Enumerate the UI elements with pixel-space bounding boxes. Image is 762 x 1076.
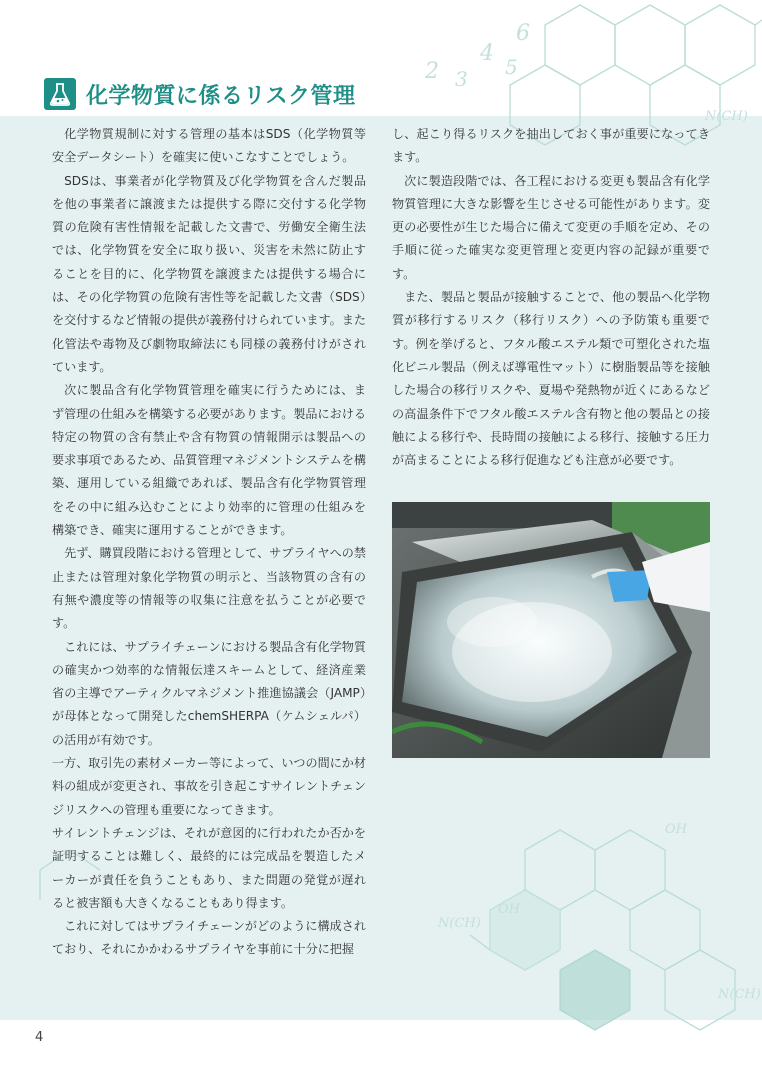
svg-text:6: 6 [516,21,530,46]
paragraph: 先ず、購買段階における管理として、サプライヤへの禁止または管理対象化学物質の明示と、当該物質の含有の有無や濃度等の情報等の収集に注意を払うことが必要です。 [52,546,366,631]
paragraph: 化学物質規制に対する管理の基本はSDS（化学物質等安全データシート）を確実に使いこなすことでしょう。 [52,127,366,165]
left-text-column [52,123,366,962]
svg-text:N(CH): N(CH) [438,916,481,931]
page-number: 4 [35,1030,44,1045]
paragraph: 一方、取引先の素材メーカー等によって、いつの間にか材料の組成が変更され、事故を引き起こすサイレントチェンジリスクへの管理も重要になってきます。 [52,756,366,817]
section-header [44,76,356,112]
svg-text:OH: OH [498,902,520,917]
svg-text:N(CH): N(CH) [718,987,761,1002]
right-text-column [392,123,710,472]
paragraph: サイレントチェンジは、それが意図的に行われたか否かを証明することは難しく、最終的には完成品を製造したメーカーが責任を負うこともあり、また問題の発覚が遅れると被害額も大きくなることもあり得ます。 [52,825,366,910]
paragraph: 次に製品含有化学物質管理を確実に行うためには、まず管理の仕組みを構築する必要があります。製品における特定の物質の含有禁止や含有物質の情報開示は製品への要求事項であるため、品質管理マネジメントシステムを構築、運用している組織であれば、製品含有化学物質管理をその中に組み込むことにより効率的に管理の仕組みを構築でき、確実に運用することができます。 [52,383,366,538]
svg-text:N(CH): N(CH) [705,109,748,124]
paragraph: また、製品と製品が接触することで、他の製品へ化学物質が移行するリスク（移行リスク）への予防策も重要です。例を挙げると、フタル酸エステル類で可塑化された塩化ビニル製品（例えば導電性マット）に樹脂製品等を接触した場合の移行リスクや、夏場や発熱物が近くにあるなどの高温条件下でフタル酸エステル含有物と他の製品との接触による移行や、長時間の接触による移行、接触する圧力が高まることによる移行促進なども注意が必要です。 [392,290,710,468]
paragraph: 次に製造段階では、各工程における変更も製品含有化学物質管理に大きな影響を生じさせる可能性があります。変更の必要性が生じた場合に備えて変更の手順を定め、その手順に従った確実な変更管理と変更内容の記録が重要です。 [392,173,710,281]
svg-text:2: 2 [425,59,439,84]
page-title: 化学物質に係るリスク管理 [86,83,356,109]
flask-icon [44,78,76,110]
svg-text:5: 5 [505,55,518,79]
svg-text:3: 3 [455,67,468,91]
svg-text:4: 4 [480,41,494,66]
paragraph: これに対してはサプライチェーンがどのように構成されており、それにかかわるサプライヤを事前に十分に把握 [52,919,366,957]
paragraph: し、起こり得るリスクを抽出しておく事が重要になってきます。 [392,127,710,165]
process-photo [392,502,710,758]
paragraph: これには、サプライチェーンにおける製品含有化学物質の確実かつ効率的な情報伝達スキームとして、経済産業省の主導でアーティクルマネジメント推進協議会（JAMP）が母体となって開発したchemSHERPA（ケムシェルパ）の活用が有効です。 [52,639,366,747]
paragraph: SDSは、事業者が化学物質及び化学物質を含んだ製品を他の事業者に譲渡または提供する際に交付する化学物質の危険有害性情報を記載した文書で、労働安全衛生法では、化学物質を安全に取り扱い、災害を未然に防止することを目的に、化学物質を譲渡または提供する場合には、その化学物質の危険有害性等を記載した文書（SDS）を交付するなど情報の提供が義務付けられています。また化管法や毒物及び劇物取締法にも同様の義務付けがされています。 [52,173,366,374]
svg-text:OH: OH [665,822,687,837]
